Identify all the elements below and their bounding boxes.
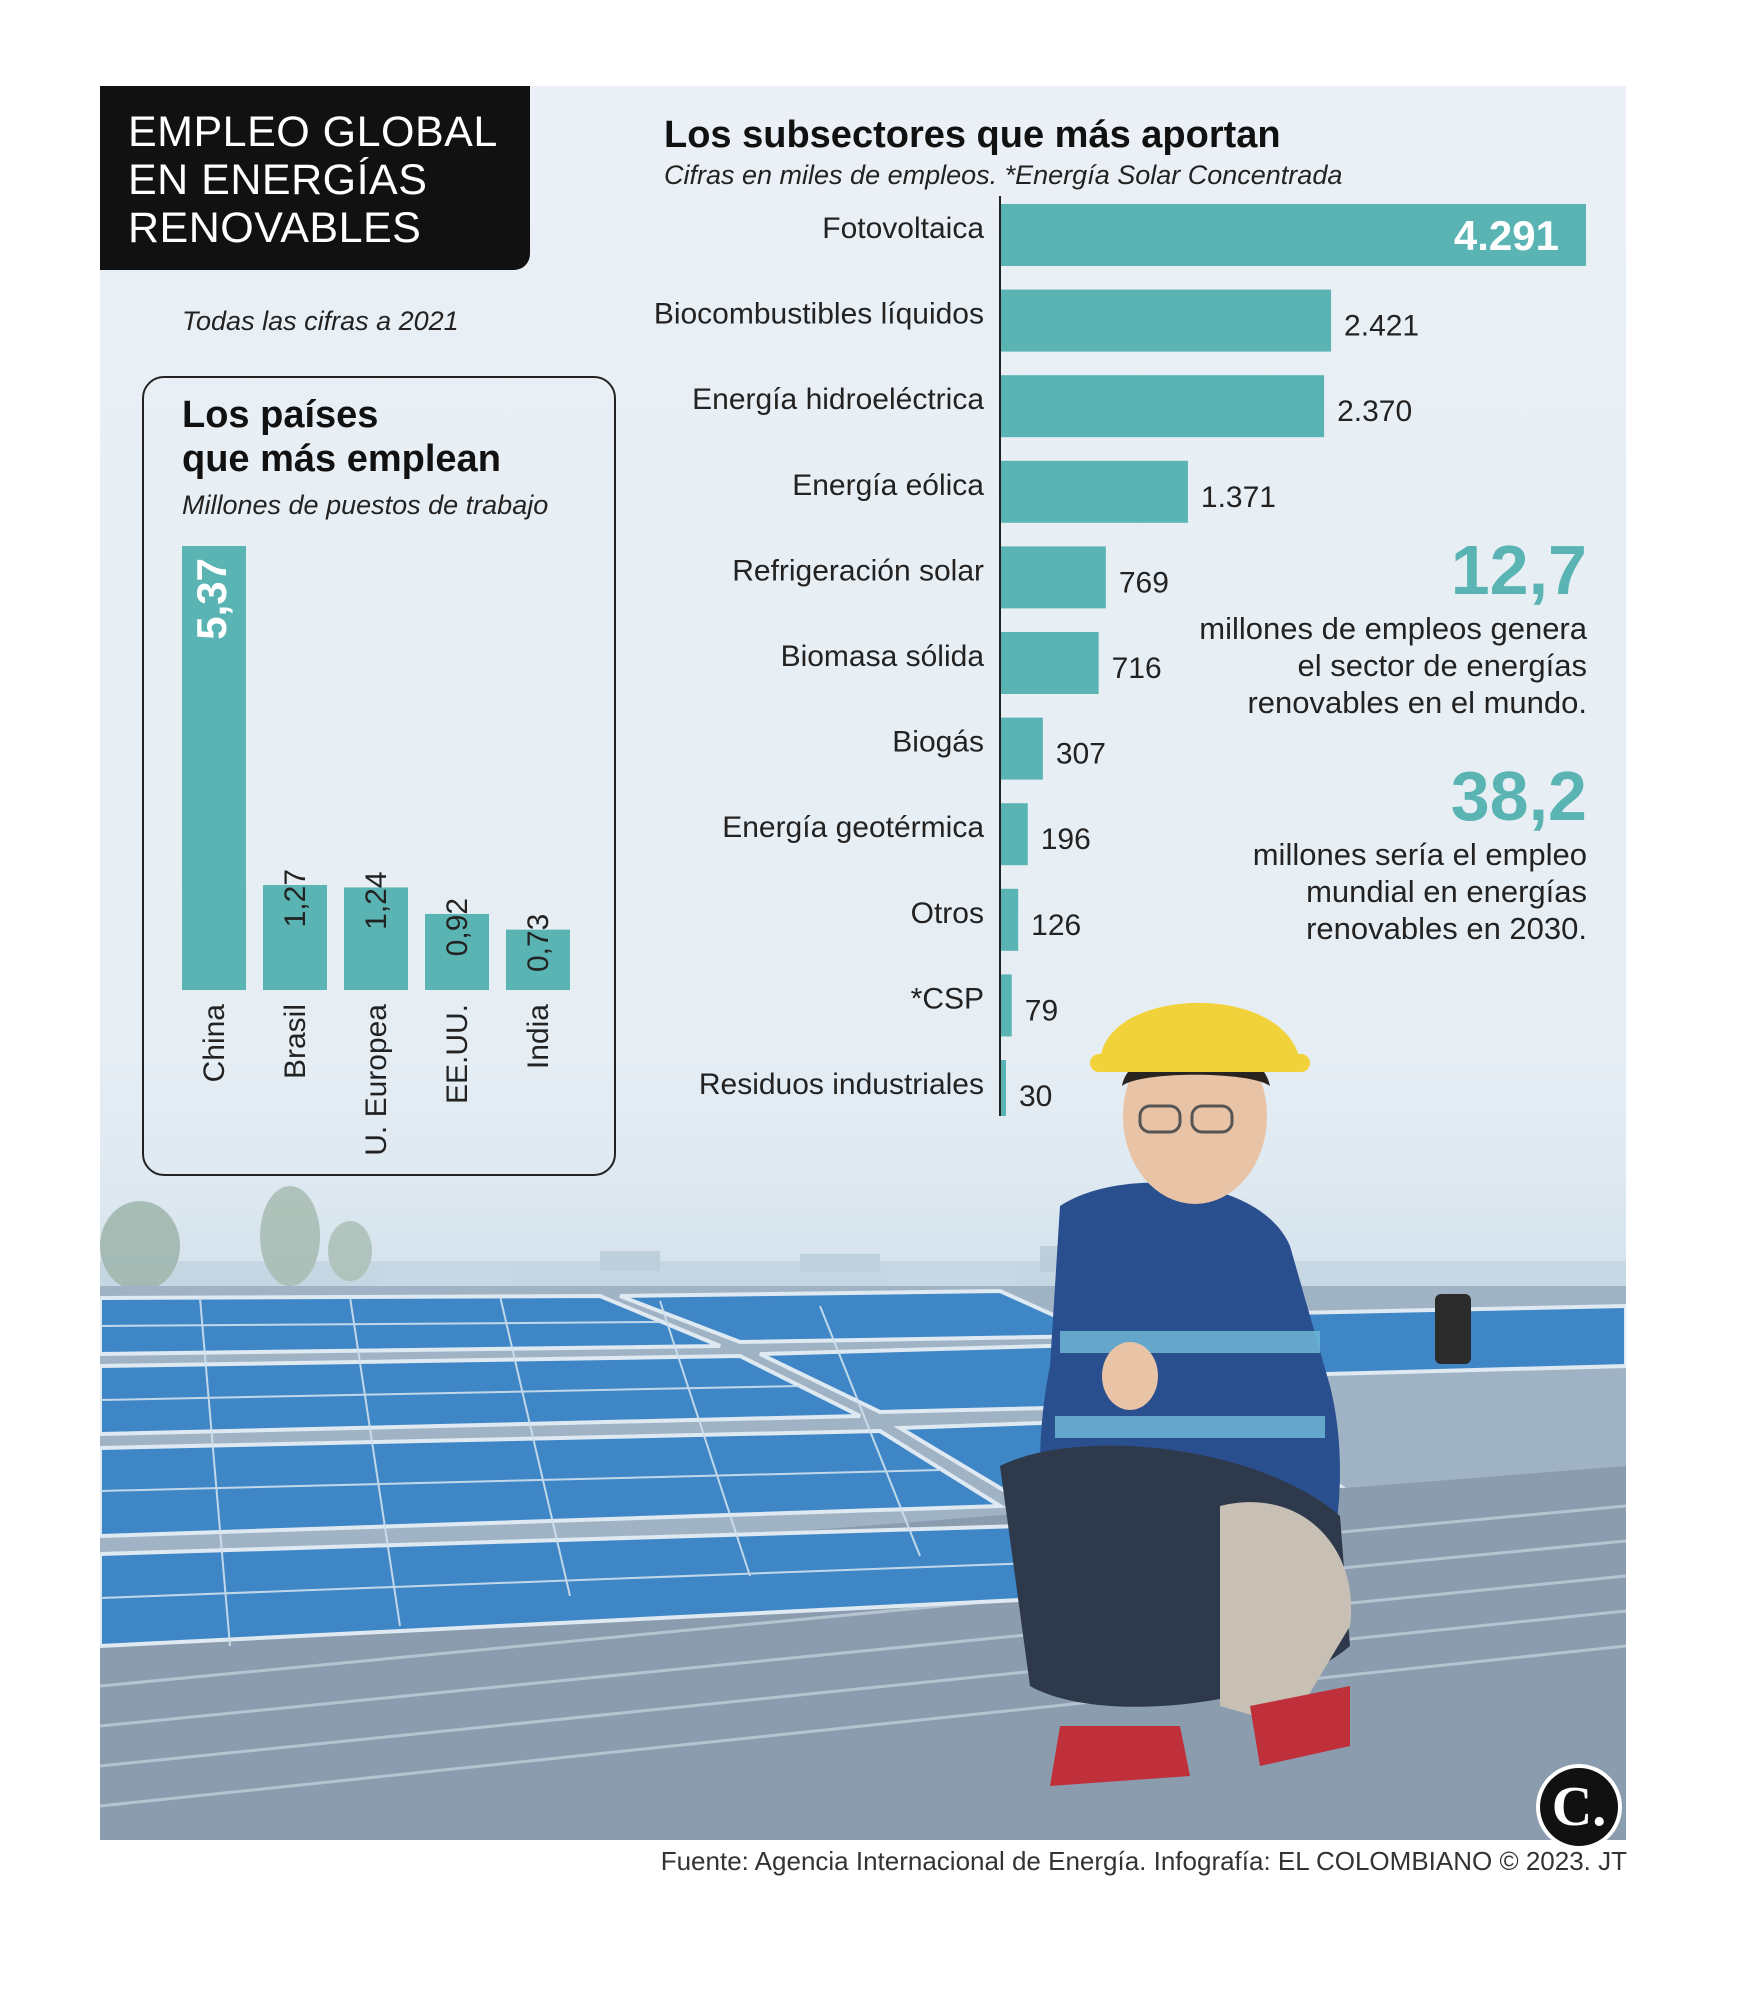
subsector-value-label: 196 <box>1040 823 1091 857</box>
el-colombiano-logo: C. <box>1536 1764 1622 1850</box>
stat-value-2: 38,2 <box>1450 757 1587 835</box>
subsector-bar <box>1001 889 1018 951</box>
country-value-label: 5,37 <box>188 558 235 640</box>
subsector-category-label: Biogás <box>892 725 984 759</box>
stat-value-1: 12,7 <box>1450 531 1587 609</box>
all-figures-note: Todas las cifras a 2021 <box>182 306 459 336</box>
subsector-value-label: 30 <box>1019 1080 1053 1113</box>
subsector-bar <box>1001 1060 1006 1116</box>
subsector-value-label: 126 <box>1031 908 1082 942</box>
subsector-category-label: Biomasa sólida <box>780 640 984 673</box>
country-value-label: 0,92 <box>441 897 474 957</box>
countries-bar-chart <box>170 530 590 1170</box>
subsector-bar <box>1001 718 1043 780</box>
subsector-value-label: 307 <box>1055 737 1106 771</box>
subsector-bar <box>1001 375 1324 437</box>
subsector-category-label: Energía geotérmica <box>722 811 984 845</box>
subsector-category-label: *CSP <box>910 982 984 1016</box>
subsector-category-label: Energía hidroeléctrica <box>692 383 984 417</box>
stat-text-1: millones de empleos genera el sector de energías renovables en el mundo. <box>1199 611 1587 720</box>
subsector-bar <box>1001 461 1188 523</box>
subsector-category-label: Refrigeración solar <box>732 554 984 588</box>
subsector-category-label: Otros <box>910 896 984 930</box>
subsector-category-label: Energía eólica <box>792 468 984 502</box>
countries-subtitle: Millones de puestos de trabajo <box>182 490 549 520</box>
country-category-label: China <box>198 1004 231 1083</box>
country-value-label: 0,73 <box>522 913 555 973</box>
subsector-value-label: 769 <box>1118 566 1169 600</box>
country-category-label: India <box>522 1004 555 1070</box>
source-footer: Fuente: Agencia Internacional de Energía. Infografía: EL COLOMBIANO © 2023. JT <box>660 1846 1627 1876</box>
country-value-label: 1,24 <box>360 871 393 930</box>
subsectors-subtitle: Cifras en miles de empleos. *Energía Solar Concentrada <box>664 160 1343 190</box>
subsector-value-label: 2.421 <box>1344 309 1420 343</box>
subsector-category-label: Fotovoltaica <box>822 212 984 245</box>
countries-title-line-2: que más emplean <box>182 438 501 480</box>
country-category-label: EE.UU. <box>441 1004 474 1105</box>
title-line-1: EMPLEO GLOBAL <box>128 108 498 156</box>
subsector-bar <box>1001 546 1106 608</box>
subsector-bar <box>1001 290 1331 352</box>
subsector-category-label: Residuos industriales <box>698 1068 984 1101</box>
countries-title-line-1: Los países <box>182 394 379 436</box>
subsectors-title: Los subsectores que más aportan <box>664 114 1281 156</box>
country-category-label: Brasil <box>279 1004 312 1080</box>
subsector-value-label: 79 <box>1024 994 1059 1028</box>
subsector-value-label: 2.370 <box>1337 395 1413 429</box>
title-line-3: RENOVABLES <box>128 204 422 252</box>
stat-text-2: millones sería el empleo mundial en energías renovables en 2030. <box>1252 837 1587 946</box>
subsector-value-label: 716 <box>1111 652 1162 685</box>
subsector-category-label: Biocombustibles líquidos <box>653 297 984 331</box>
title-block <box>100 86 530 270</box>
title-line-2: EN ENERGÍAS <box>128 156 428 204</box>
subsector-bar <box>1001 632 1099 694</box>
subsector-value-label: 1.371 <box>1200 480 1276 514</box>
country-category-label: U. Europea <box>360 1004 393 1156</box>
subsector-bar <box>1001 803 1028 865</box>
subsector-value-label: 4.291 <box>1453 212 1559 259</box>
country-value-label: 1,27 <box>279 868 312 928</box>
subsector-bar <box>1001 974 1012 1036</box>
